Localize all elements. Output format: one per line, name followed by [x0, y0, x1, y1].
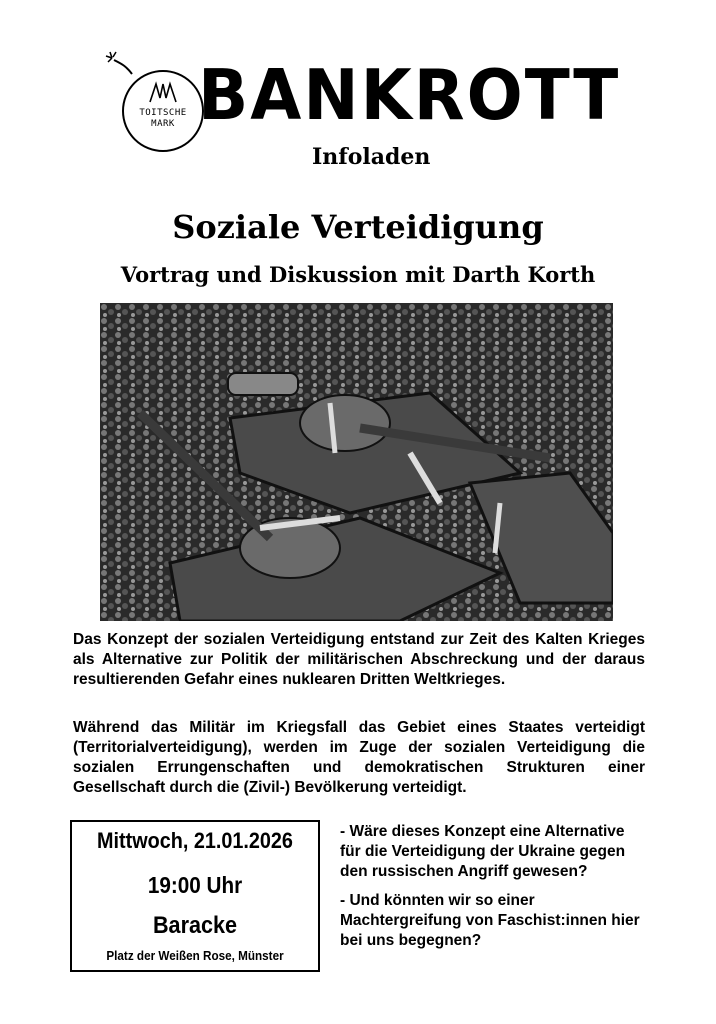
discussion-questions	[340, 822, 640, 960]
event-venue: Baracke	[152, 912, 238, 939]
bomb-fuse-icon	[100, 48, 140, 78]
page-title: Soziale Verteidigung	[172, 208, 544, 246]
event-address: Platz der Weißen Rose, Münster	[106, 948, 284, 963]
coin-icon	[122, 70, 204, 152]
event-time: 19:00 Uhr	[147, 872, 243, 898]
brand-name: BANKROTT	[198, 55, 621, 136]
brand-subtitle: Infoladen	[312, 144, 431, 170]
page-subtitle: Vortrag und Diskussion mit Darth Korth	[120, 262, 596, 287]
infoladen-logo	[100, 48, 620, 178]
coin-text-line-2: MARK	[151, 119, 175, 129]
intro-paragraph: Das Konzept der sozialen Verteidigung entstand zur Zeit des Kalten Krieges als Alternative zur Politik der militärischen Abschreckung und der daraus resultierenden Gefahr eines nuklearen Dritten Weltkrieges.	[73, 631, 645, 688]
coin-text-line-1: TOITSCHE	[139, 108, 187, 118]
event-details-box	[70, 820, 320, 972]
coin-text	[124, 108, 202, 130]
question-item: - Wäre dieses Konzept eine Alternative für die Verteidigung der Ukraine gegen den russischen Angriff gewesen?	[340, 823, 626, 880]
explanation-paragraph: Während das Militär im Kriegsfall das Gebiet eines Staates verteidigt (Territorialverteidigung), werden im Zuge der sozialen Verteidigung die sozialen Errungenschaften und demokratischen Strukturen einer Gesellschaft durch die (Zivil-) Bevölkerung verteidigt.	[73, 719, 645, 796]
photo-illustration	[100, 303, 613, 621]
tanks-crowd-photo	[100, 303, 613, 621]
eagle-icon	[146, 80, 180, 106]
event-date: Mittwoch, 21.01.2026	[97, 828, 293, 853]
question-item: - Und könnten wir so einer Machtergreifung von Faschist:innen hier bei uns begegnen?	[340, 892, 640, 949]
